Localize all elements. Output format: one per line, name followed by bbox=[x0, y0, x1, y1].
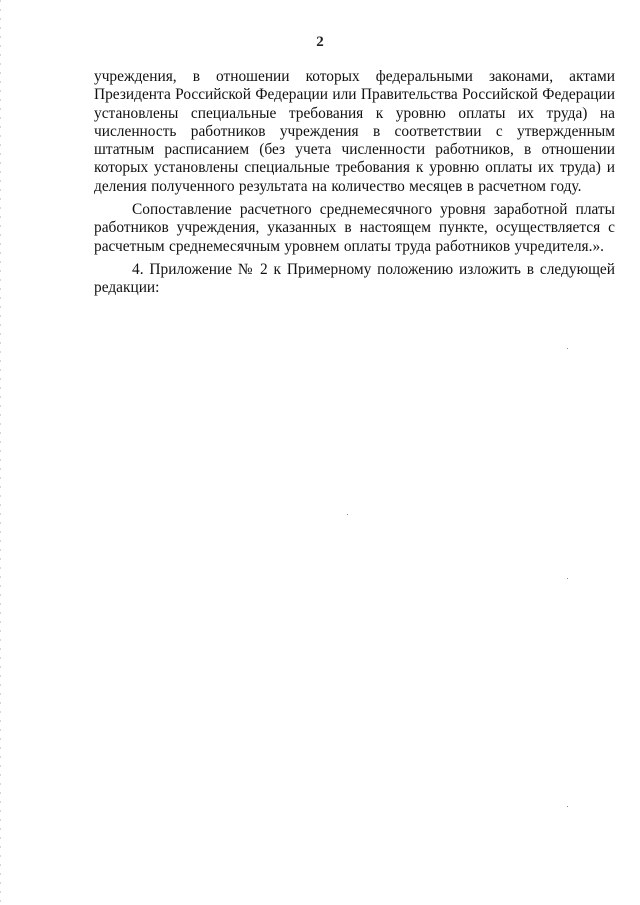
scan-speck bbox=[347, 514, 348, 515]
scan-speck bbox=[567, 578, 568, 579]
document-body bbox=[94, 68, 615, 298]
paragraph-item-4: 4. Приложение № 2 к Примерному положению изложить в следующей редакции: bbox=[94, 260, 615, 297]
scan-speck bbox=[567, 806, 568, 807]
scan-left-edge bbox=[0, 0, 1, 905]
paragraph-comparison: Сопоставление расчетного среднемесячного уровня заработной платы работников учреждения, указанных в настоящем пункте, осуществляется с расчетным среднемесячным уровнем оплаты труда работников учредителя.». bbox=[94, 201, 615, 255]
paragraph-continuation: учреждения, в отношении которых федеральными законами, актами Президента Российской Федерации или Правительства Российской Федерации установлены специальные требования к уровню оплаты их труда) на численность работников учреждения в соответствии с утвержденным штатным расписанием (без учета численности работников, в отношении которых установлены специальные требования к уровню оплаты их труда) и деления полученного результата на количество месяцев в расчетном году. bbox=[94, 68, 615, 195]
page-number: 2 bbox=[316, 34, 324, 50]
scan-speck bbox=[567, 348, 568, 349]
